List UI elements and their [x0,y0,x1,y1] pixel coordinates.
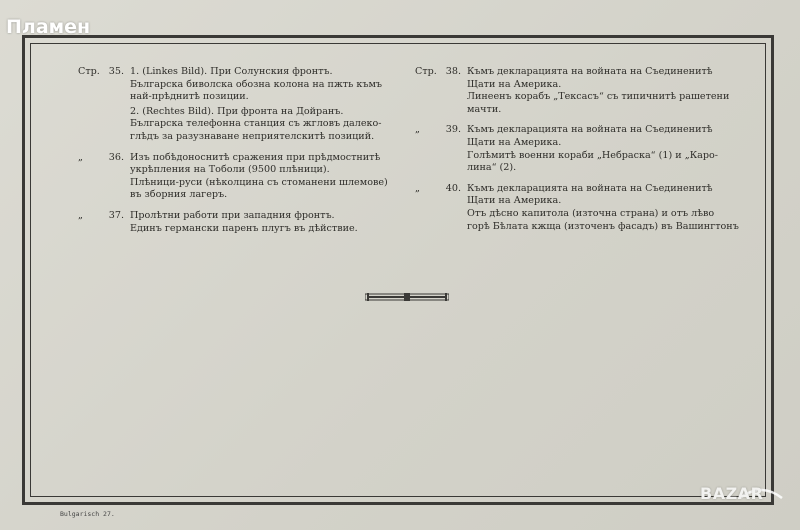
caption-entry [78,152,408,204]
caption-entry [78,210,408,237]
printer-footnote: Bulgarisch 27. [60,510,115,518]
page-reference [415,124,467,176]
caption-line: Къмъ декларацията на войната на Съединенитѣ [467,124,713,136]
caption-line: Изъ побѣдоноснитѣ сражения при прѣдмостнитѣ [130,151,381,163]
caption-line: Единъ германски паренъ плугъ въ дѣйствие. [130,222,358,234]
caption-line: Отъ дѣсно капитола (източна страна) и отъ лѣво [467,207,715,219]
caption-line: Щати на Америка. [467,78,562,90]
caption-item [467,183,745,233]
page-prefix: „ [415,124,420,136]
caption-entry [415,183,745,235]
caption-body [130,152,408,204]
caption-line: мачти. [467,103,502,115]
bazar-watermark: BAZAR [700,484,764,503]
caption-line: Голѣмитѣ военни кораби „Небраска“ (1) и „Каро- [467,149,718,161]
caption-line: най-прѣднитѣ позиции. [130,91,249,103]
ornament-divider-icon [365,293,449,301]
caption-line: укрѣпления на Тоболи (9500 плѣници). [130,164,330,176]
page-reference [78,210,130,237]
page-prefix: „ [78,151,83,163]
page-prefix: „ [78,209,83,221]
caption-item [467,124,745,174]
page-prefix: „ [415,182,420,194]
caption-line: горѣ Бѣлата кжща (източенъ фасадъ) въ Вашингтонъ [467,220,739,232]
caption-line: 2. (Rechtes Bild). При фронта на Дойранъ. [130,105,344,117]
page-prefix: Стр. [78,66,100,77]
page-number: 35. [108,66,124,77]
caption-item [467,66,745,116]
caption-item [130,210,408,235]
caption-body [467,124,745,176]
caption-line: Къмъ декларацията на войната на Съединенитѣ [467,182,713,194]
caption-line: Българска биволска обозна колона на пжть къмъ [130,78,383,90]
caption-line: Щати на Америка. [467,136,562,148]
caption-entry [415,124,745,176]
caption-line: Къмъ декларацията на войната на Съединенитѣ [467,66,713,77]
page-reference [78,66,130,146]
caption-line: Българска телефонна станция съ жгловъ далеко- [130,118,382,130]
page-number: 36. [108,151,124,163]
seller-watermark: Пламен [6,16,91,38]
caption-line: въ зборния лагеръ. [130,189,228,201]
caption-item [130,152,408,202]
page-number: 38. [445,66,461,77]
caption-body [467,183,745,235]
page-number: 37. [108,209,124,221]
page-prefix: Стр. [415,66,437,77]
caption-item [130,66,408,104]
page-number: 39. [445,124,461,136]
caption-body [467,66,745,118]
caption-entry [415,66,745,118]
caption-line: Плѣници-руси (нѣколцина съ стоманени шлемове) [130,176,388,188]
page-reference [78,152,130,204]
page-number: 40. [445,182,461,194]
left-column [78,66,408,243]
caption-entry [78,66,408,146]
page-reference [415,66,467,118]
caption-line: 1. (Linkes Bild). При Солунския фронтъ. [130,66,333,77]
caption-line: глѣдъ за разузнаване неприятелскитѣ позиций. [130,130,375,142]
caption-item [130,106,408,144]
caption-body [130,66,408,146]
caption-line: Пролѣтни работи при западния фронтъ. [130,209,335,221]
caption-line: Щати на Америка. [467,195,562,207]
caption-body [130,210,408,237]
page-reference [415,183,467,235]
caption-line: лина“ (2). [467,162,517,174]
caption-line: Линеенъ корабъ „Тексасъ“ съ типичнитѣ рашетени [467,91,730,103]
right-column [415,66,745,241]
